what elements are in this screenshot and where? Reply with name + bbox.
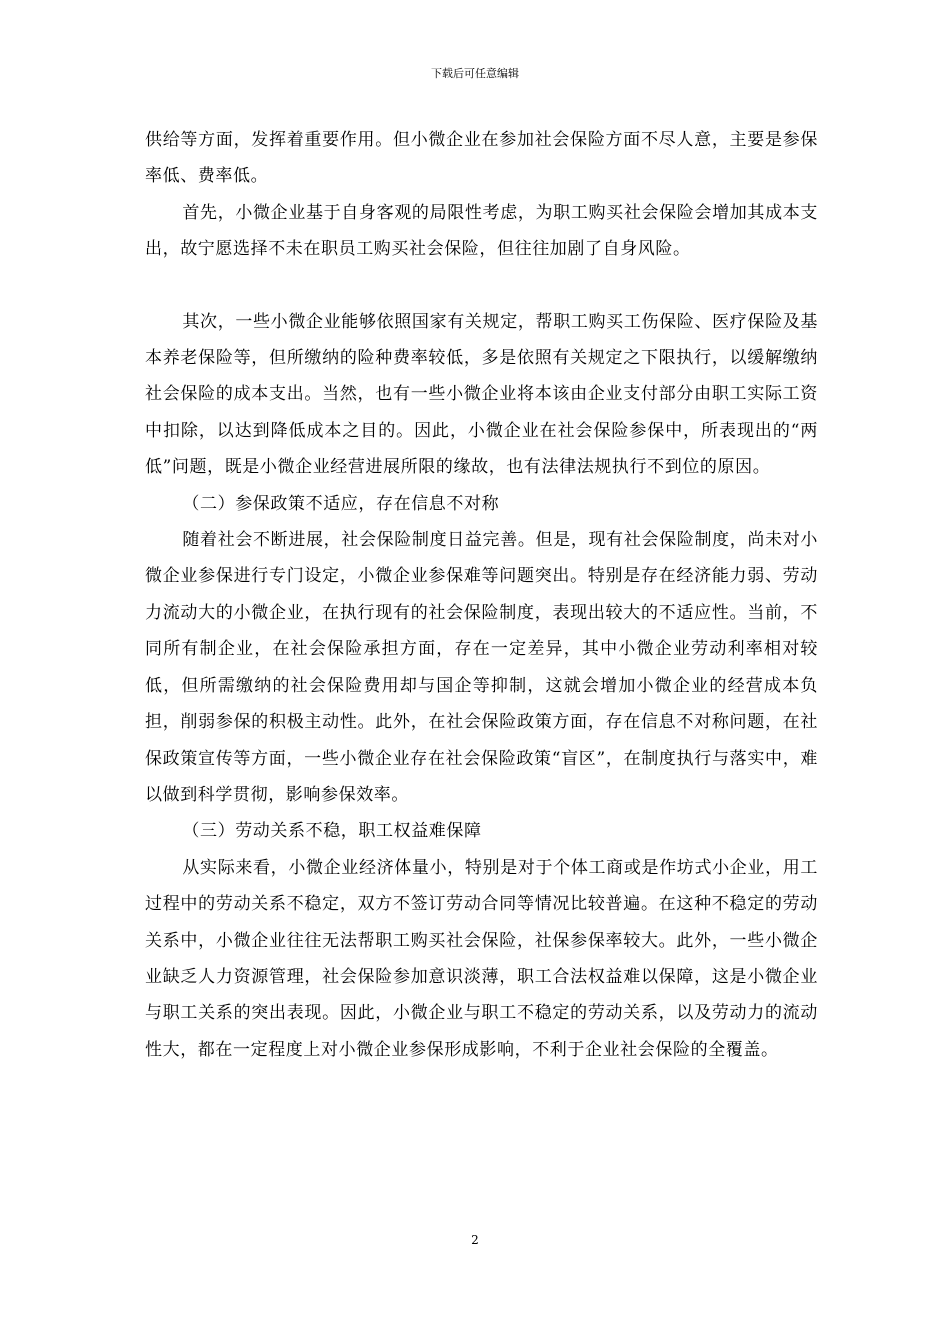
page-header-note: 下载后可任意编辑 [431, 67, 519, 80]
section-heading-2: （二）参保政策不适应，存在信息不对称 [182, 493, 500, 514]
paragraph-continued: 供给等方面，发挥着重要作用。但小微企业在参加社会保险方面不尽人意，主要是参保率低、费率低。 [145, 130, 818, 187]
paragraph-policy: 随着社会不断进展，社会保险制度日益完善。但是，现有社会保险制度，尚未对小微企业参保进行专门设定，小微企业参保难等问题突出。特别是存在经济能力弱、劳动力流动大的小微企业，在执行现有的社会保险制度，表现出较大的不适应性。当前，不同所有制企业，在社会保险承担方面，存在一定差异，其中小微企业劳动利率相对较低，但所需缴纳的社会保险费用却与国企等抑制，这就会增加小微企业的经营成本负担，削弱参保的积极主动性。此外，在社会保险政策方面，存在信息不对称问题，在社保政策宣传等方面，一些小微企业存在社会保险政策“盲区”，在制度执行与落实中，难以做到科学贯彻，影响参保效率。 [145, 530, 818, 805]
page-number: 2 [471, 1233, 479, 1247]
paragraph-second-point: 其次，一些小微企业能够依照国家有关规定，帮职工购买工伤保险、医疗保险及基本养老保险等，但所缴纳的险种费率较低，多是依照有关规定之下限执行，以缓解缴纳社会保险的成本支出。当然，也有一些小微企业将本该由企业支付部分由职工实际工资中扣除，以达到降低成本之目的。因此，小微企业在社会保险参保中，所表现出的“两低”问题，既是小微企业经营进展所限的缘故，也有法律法规执行不到位的原因。 [145, 311, 818, 478]
paragraph-first-point: 首先，小微企业基于自身客观的局限性考虑，为职工购买社会保险会增加其成本支出，故宁愿选择不未在职员工购买社会保险，但往往加剧了自身风险。 [145, 202, 818, 260]
document-body [145, 122, 818, 1068]
section-heading-3: （三）劳动关系不稳，职工权益难保障 [182, 821, 482, 842]
paragraph-labor-relations: 从实际来看，小微企业经济体量小，特别是对于个体工商或是作坊式小企业，用工过程中的劳动关系不稳定，双方不签订劳动合同等情况比较普遍。在这种不稳定的劳动关系中，小微企业往往无法帮职工购买社会保险，社保参保率较大。此外，一些小微企业缺乏人力资源管理，社会保险参加意识淡薄，职工合法权益难以保障，这是小微企业与职工关系的突出表现。因此，小微企业与职工不稳定的劳动关系，以及劳动力的流动性大，都在一定程度上对小微企业参保形成影响，不利于企业社会保险的全覆盖。 [145, 857, 818, 1060]
